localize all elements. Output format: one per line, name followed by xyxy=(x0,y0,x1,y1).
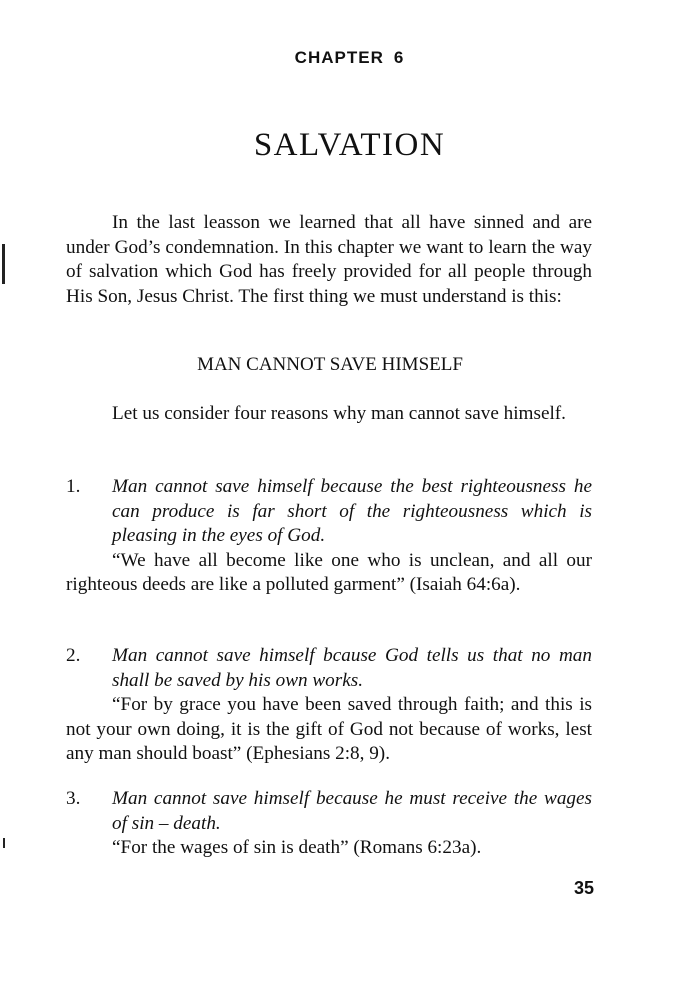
scan-artifact xyxy=(2,244,5,284)
section-subheading: MAN CANNOT SAVE HIMSELF xyxy=(197,354,463,375)
list-item xyxy=(66,644,592,767)
intro-paragraph: In the last leasson we learned that all have sinned and are under God’s condemnation. In this chapter we want to learn the way of salvation which God has freely provided for all people through His Son, Jesus Christ. The first thing we must understand is this: xyxy=(66,212,592,307)
list-item-lead: Man cannot save himself bcause God tells us that no man shall be saved by his own works. xyxy=(112,645,592,691)
list-item-lead: Man cannot save himself because he must receive the wages of sin – death. xyxy=(112,788,592,834)
list-item-quote: “We have all become like one who is unclean, and all our righteous deeds are like a polluted garment” (Isaiah 64:6a). xyxy=(66,549,592,595)
chapter-word: CHAPTER xyxy=(294,48,384,67)
list-item-quote: “For by grace you have been saved through faith; and this is not your own doing, it is the gift of God not because of works, lest any man should boast” (Ephesians 2:8, 9). xyxy=(66,694,592,764)
list-item xyxy=(66,475,592,598)
page-title: SALVATION xyxy=(253,127,446,163)
list-item-number: 1. xyxy=(66,476,81,497)
chapter-heading xyxy=(0,48,699,68)
consider-paragraph: Let us consider four reasons why man cannot save himself. xyxy=(112,403,566,424)
list-item-number: 3. xyxy=(66,788,81,809)
page-number: 35 xyxy=(573,878,594,898)
list-item xyxy=(66,787,592,861)
list-item-number: 2. xyxy=(66,645,81,666)
scan-artifact xyxy=(3,838,5,848)
list-item-quote: “For the wages of sin is death” (Romans 6:23a). xyxy=(112,837,482,858)
chapter-number: 6 xyxy=(393,48,405,67)
list-item-lead: Man cannot save himself because the best righteousness he can produce is far short of the righteousness which is pleasing in the eyes of God. xyxy=(112,476,592,546)
